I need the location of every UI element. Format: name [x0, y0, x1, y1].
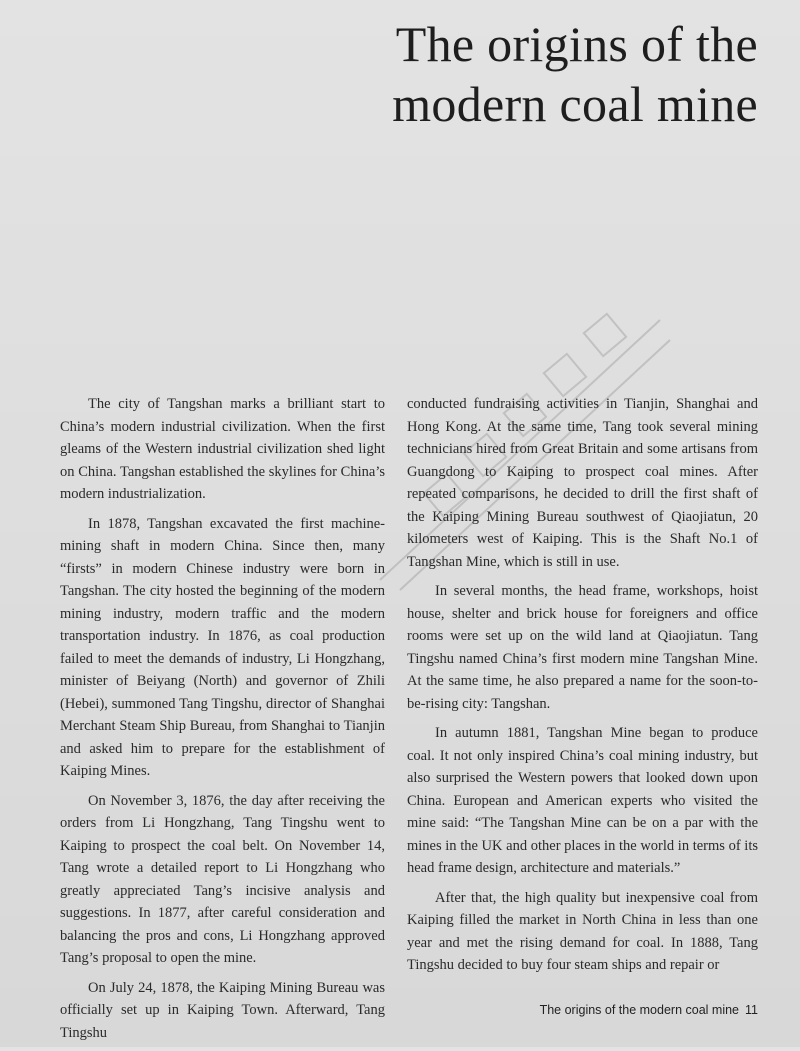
page-number: 11	[745, 1003, 758, 1017]
paragraph: The city of Tangshan marks a brilliant start to China’s modern industrial civilization. When the first gleams of the Western industrial civilization shed light on China. Tangshan established the skylines for China’s modern industrialization.	[60, 396, 385, 502]
right-column	[407, 393, 758, 984]
paragraph: After that, the high quality but inexpensive coal from Kaiping filled the market in North China in less than one year and met the rising demand for coal. In 1888, Tang Tingshu decided to buy four steam ships and repair or	[407, 889, 758, 973]
paragraph: On July 24, 1878, the Kaiping Mining Bureau was officially set up in Kaiping Town. Afterward, Tang Tingshu	[60, 979, 385, 1041]
paragraph: conducted fundraising activities in Tianjin, Shanghai and Hong Kong. At the same time, Tang took several mining technicians hired from Great Britain and some artisans from Guangdong to Kaiping to prospect coal mines. After repeated comparisons, he decided to drill the first shaft of the Kaiping Mining Bureau southwest of Qiaojiatun, 20 kilometers west of Kaiping. This is the Shaft No.1 of Tangshan Mine, which is still in use.	[407, 396, 758, 570]
page-title	[392, 14, 758, 134]
title-line-1: The origins of the	[395, 16, 758, 72]
paragraph: In 1878, Tangshan excavated the first machine-mining shaft in modern China. Since then, many “firsts” in modern Chinese industry were born in Tangshan. The city hosted the beginning of the modern mining industry, modern traffic and the modern transportation industry. In 1876, as coal production failed to meet the demands of industry, Li Hongzhang, minister of Beiyang (North) and governor of Zhili (Hebei), summoned Tang Tingshu, director of Shanghai Merchant Steam Ship Bureau, from Shanghai to Tianjin and asked him to prepare for the establishment of Kaiping Mines.	[60, 515, 385, 779]
running-title: The origins of the modern coal mine	[539, 1003, 740, 1017]
paragraph: In several months, the head frame, workshops, hoist house, shelter and brick house for foreigners and office rooms were set up on the wild land at Qiaojiatun. Tang Tingshu named China’s first modern mine Tangshan Mine. At the same time, he also prepared a name for the soon-to-be-rising city: Tangshan.	[407, 583, 758, 712]
left-column	[60, 393, 385, 1051]
paragraph: On November 3, 1876, the day after receiving the orders from Li Hongzhang, Tang Tingshu went to Kaiping to prospect the coal belt. On November 14, Tang wrote a detailed report to Li Hongzhang who greatly appreciated Tang’s incisive analysis and suggestions. In 1877, after careful consideration and balancing the pros and cons, Li Hongzhang approved Tang’s proposal to open the mine.	[60, 792, 385, 966]
paragraph: In autumn 1881, Tangshan Mine began to produce coal. It not only inspired China’s coal mining industry, but also surprised the Western powers that looked down upon China. European and American experts who visited the mine said: “The Tangshan Mine can be on a par with the mines in the UK and other places in the world in terms of its head frame design, architecture and materials.”	[407, 725, 758, 876]
page-footer	[540, 1003, 758, 1017]
title-line-2: modern coal mine	[392, 76, 758, 132]
